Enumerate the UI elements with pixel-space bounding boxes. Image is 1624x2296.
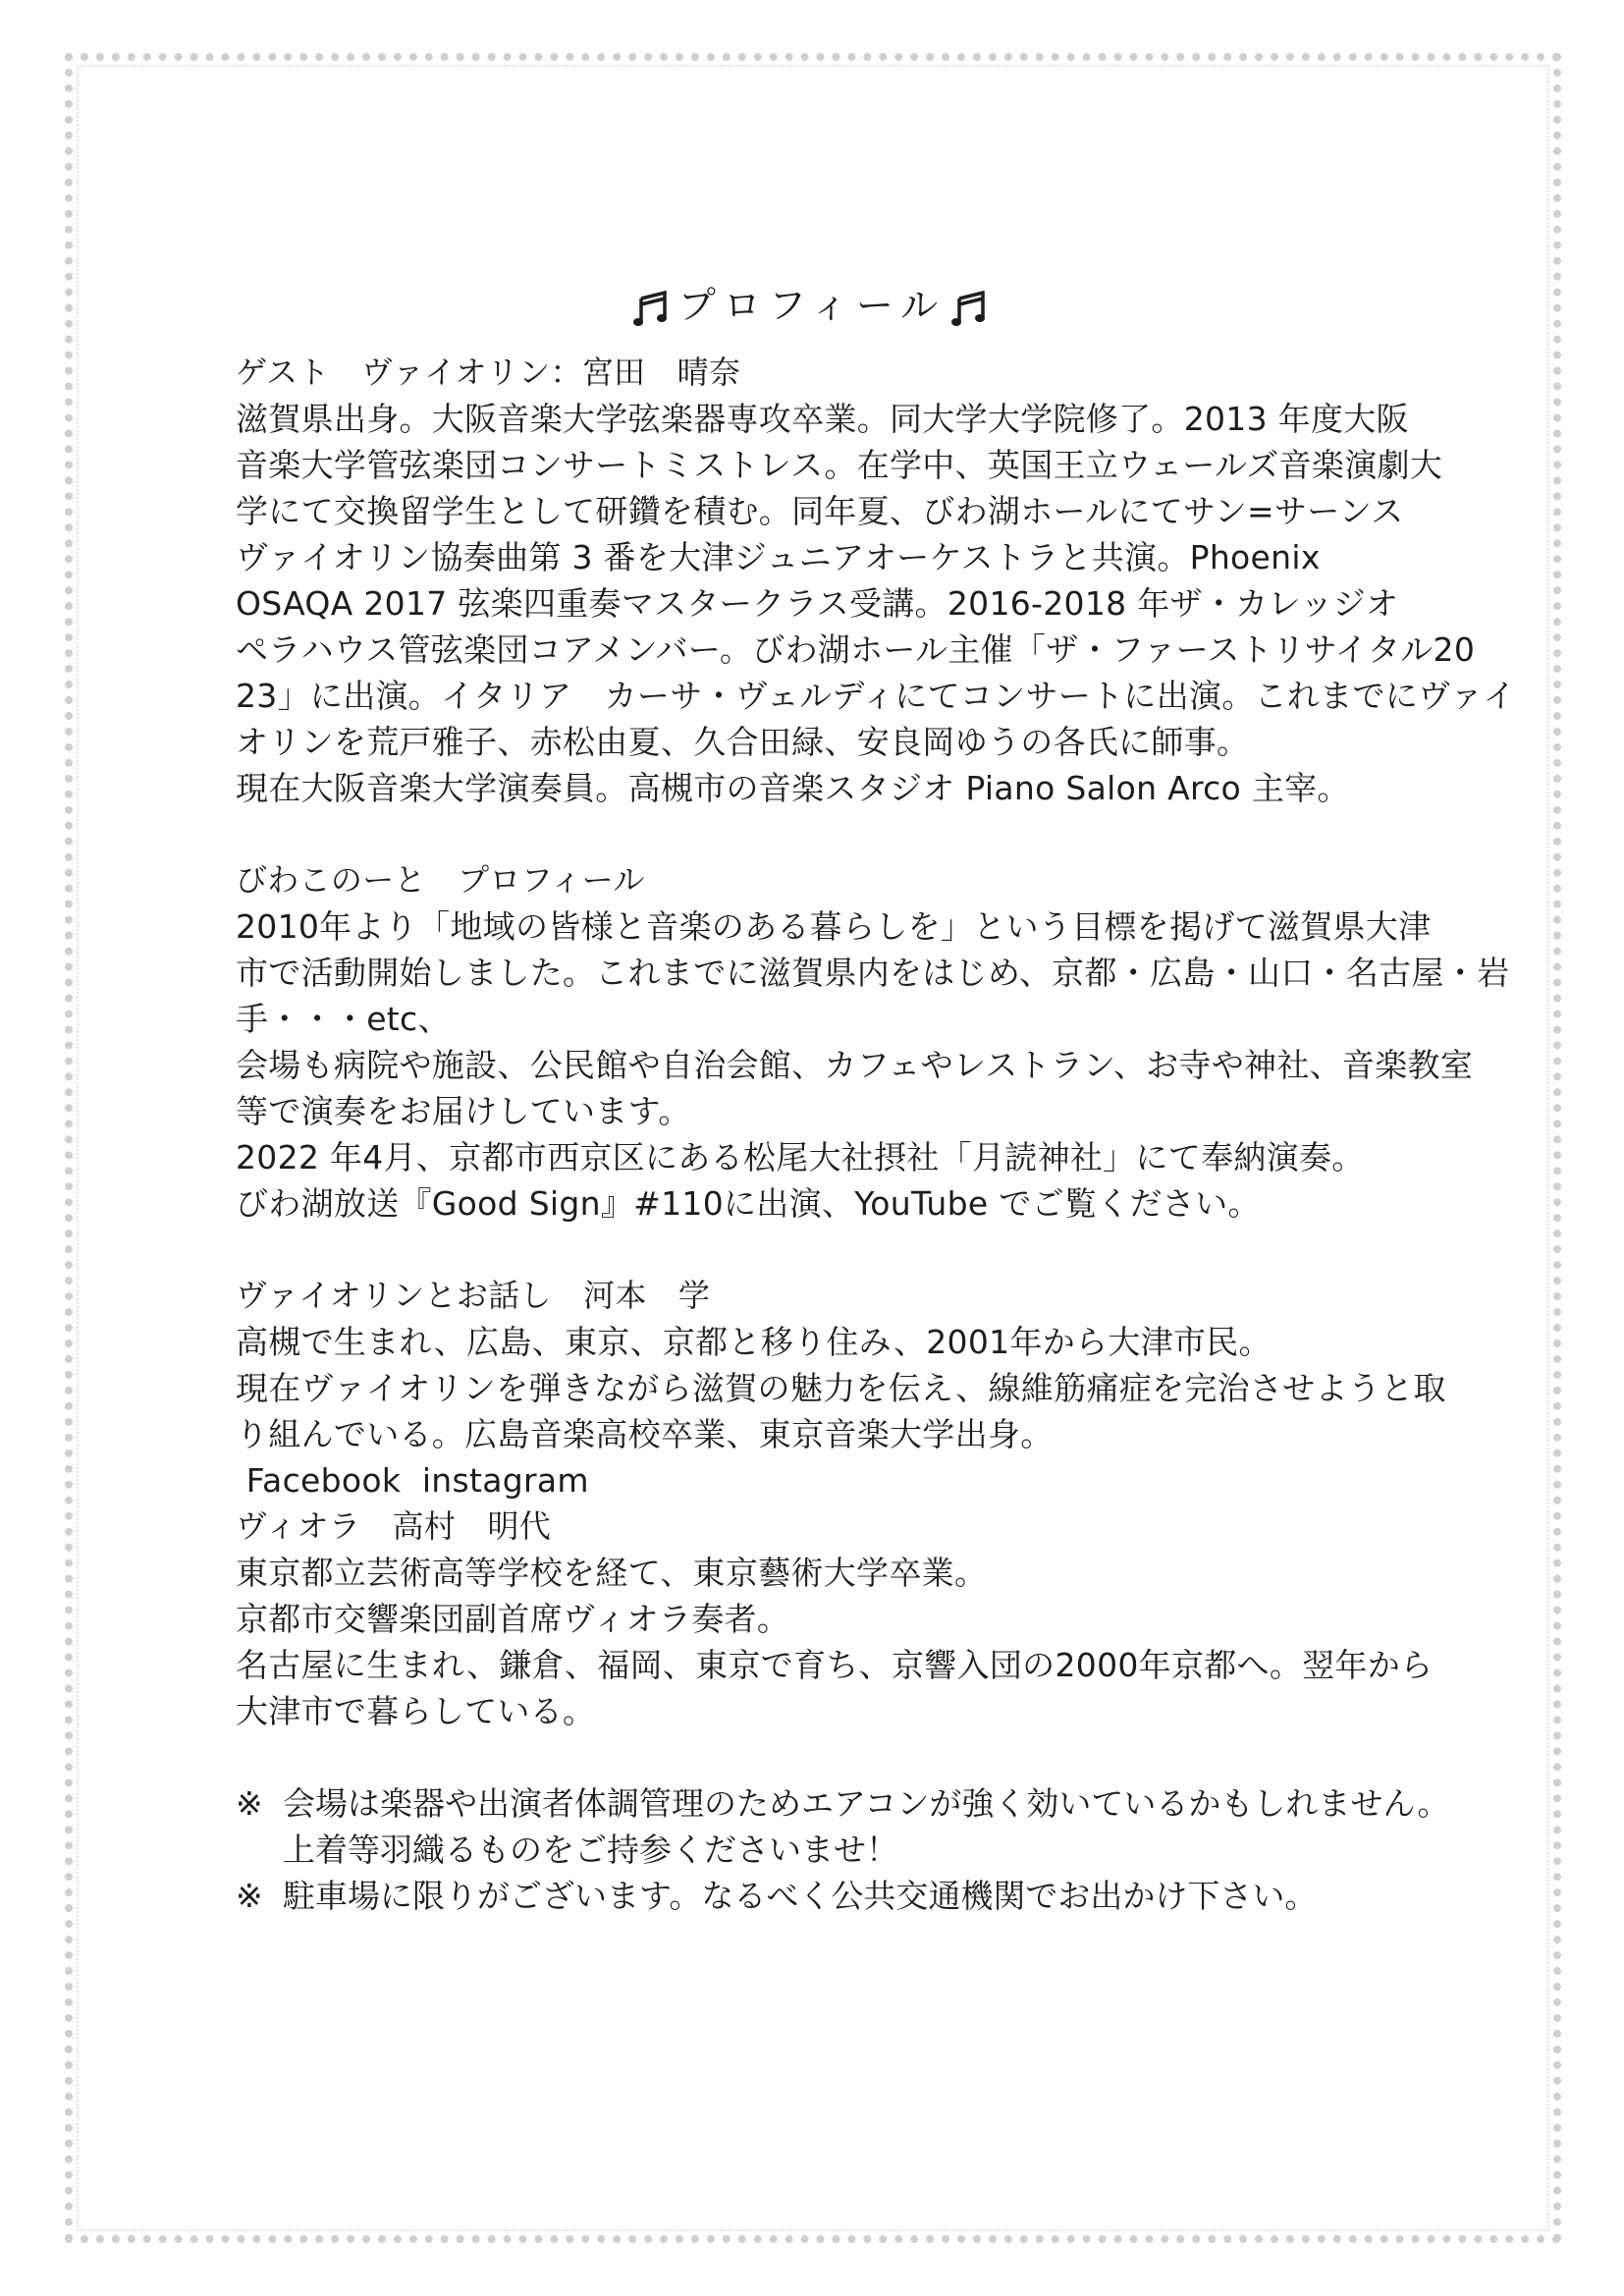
biwako-line: 2010年より「地域の皆様と音楽のある暮らしを」という目標を掲げて滋賀県大津 <box>236 907 1432 946</box>
takamura-heading: ヴィオラ 高村 明代 <box>236 1507 552 1545</box>
note-mark-blank <box>236 1827 283 1873</box>
title-text: プロフィール <box>677 284 947 327</box>
note-item <box>236 1873 1434 1919</box>
spacer <box>236 1734 1434 1780</box>
note-item <box>236 1780 1450 1827</box>
guest-line: OSAQA 2017 弦楽四重奏マスタークラス受講。2016-2018 年ザ・カレッジオ <box>236 584 1399 623</box>
takamura-line: 京都市交響楽団副首席ヴィオラ奏者。 <box>236 1600 790 1638</box>
note-text: 駐車場に限りがございます。なるべく公共交通機関でお出かけ下さい。 <box>283 1877 1318 1915</box>
note-text: 上着等羽織るものをご持参くださいませ！ <box>283 1831 898 1869</box>
biwako-line: 2022 年4月、京都市西京区にある松尾大社摂社「月読神社」にて奉納演奏。 <box>236 1138 1365 1176</box>
takamura-line: 大津市で暮らしている。 <box>236 1692 596 1730</box>
music-notes-icon <box>633 291 673 328</box>
guest-heading: ゲスト ヴァイオリン：宮田 晴奈 <box>236 354 741 391</box>
biwako-line: 会場も病院や施設、公民館や自治会館、カフェやレストラン、お寺や神社、音楽教室 <box>236 1046 1474 1084</box>
music-notes-icon <box>951 291 991 328</box>
guest-line: 学にて交換留学生として研鑽を積む。同年夏、びわ湖ホールにてサン=サーンス <box>236 492 1404 530</box>
guest-line: ヴァイオリン協奏曲第 3 番を大津ジュニアオーケストラと共演。Phoenix <box>236 538 1321 576</box>
note-mark: ※ <box>236 1877 263 1915</box>
kawamoto-heading: ヴァイオリンとお話し 河本 学 <box>236 1277 711 1314</box>
guest-line: 滋賀県出身。大阪音楽大学弦楽器専攻卒業。同大学大学院修了。2013 年度大阪 <box>236 400 1409 438</box>
guest-line: 音楽大学管弦楽団コンサートミストレス。在学中、英国王立ウェールズ音楽演劇大 <box>236 446 1443 484</box>
guest-line: 現在大阪音楽大学演奏員。高槻市の音楽スタジオ Piano Salon Arco 主宰。 <box>236 769 1350 807</box>
spacer <box>236 1227 1434 1273</box>
kawamoto-line: 高槻で生まれ、広島、東京、京都と移り住み、2001年から大津市民。 <box>236 1323 1272 1361</box>
biwako-line: 手・・・etc、 <box>236 1000 451 1038</box>
biwako-heading: びわこのーと プロフィール <box>236 861 645 899</box>
biwako-line: びわ湖放送『Good Sign』#110に出演、YouTube でご覧ください。 <box>236 1184 1261 1223</box>
guest-line: ペラハウス管弦楽団コアメンバー。びわ湖ホール主催「ザ・ファーストリサイタル20 <box>236 630 1476 669</box>
biwako-line: 市で活動開始しました。これまでに滋賀県内をはじめ、京都・広島・山口・名古屋・岩 <box>236 954 1510 992</box>
note-mark: ※ <box>236 1784 263 1823</box>
takamura-line: 名古屋に生まれ、鎌倉、福岡、東京で育ち、京響入団の2000年京都へ。翌年から <box>236 1646 1434 1684</box>
note-item <box>236 1827 1434 1873</box>
biwako-line: 等で演奏をお届けしています。 <box>236 1092 691 1130</box>
takamura-line: 東京都立芸術高等学校を経て、東京藝術大学卒業。 <box>236 1554 988 1592</box>
kawamoto-line: 現在ヴァイオリンを弾きながら滋賀の魅力を伝え、線維筋痛症を完治させようと取 <box>236 1369 1446 1407</box>
kawamoto-line: り組んでいる。広島音楽高校卒業、東京音楽大学出身。 <box>236 1415 1054 1453</box>
social-links: Facebook instagram <box>236 1461 589 1500</box>
spacer <box>236 811 1434 857</box>
page-title <box>0 278 1624 333</box>
profile-content <box>236 350 1516 1919</box>
guest-line: 23」に出演。イタリア カーサ・ヴェルディにてコンサートに出演。これまでにヴァイ <box>236 677 1516 715</box>
guest-line: オリンを荒戸雅子、赤松由夏、久合田緑、安良岡ゆうの各氏に師事。 <box>236 723 1250 761</box>
note-text: 会場は楽器や出演者体調管理のためエアコンが強く効いているかもしれません。 <box>283 1784 1450 1823</box>
